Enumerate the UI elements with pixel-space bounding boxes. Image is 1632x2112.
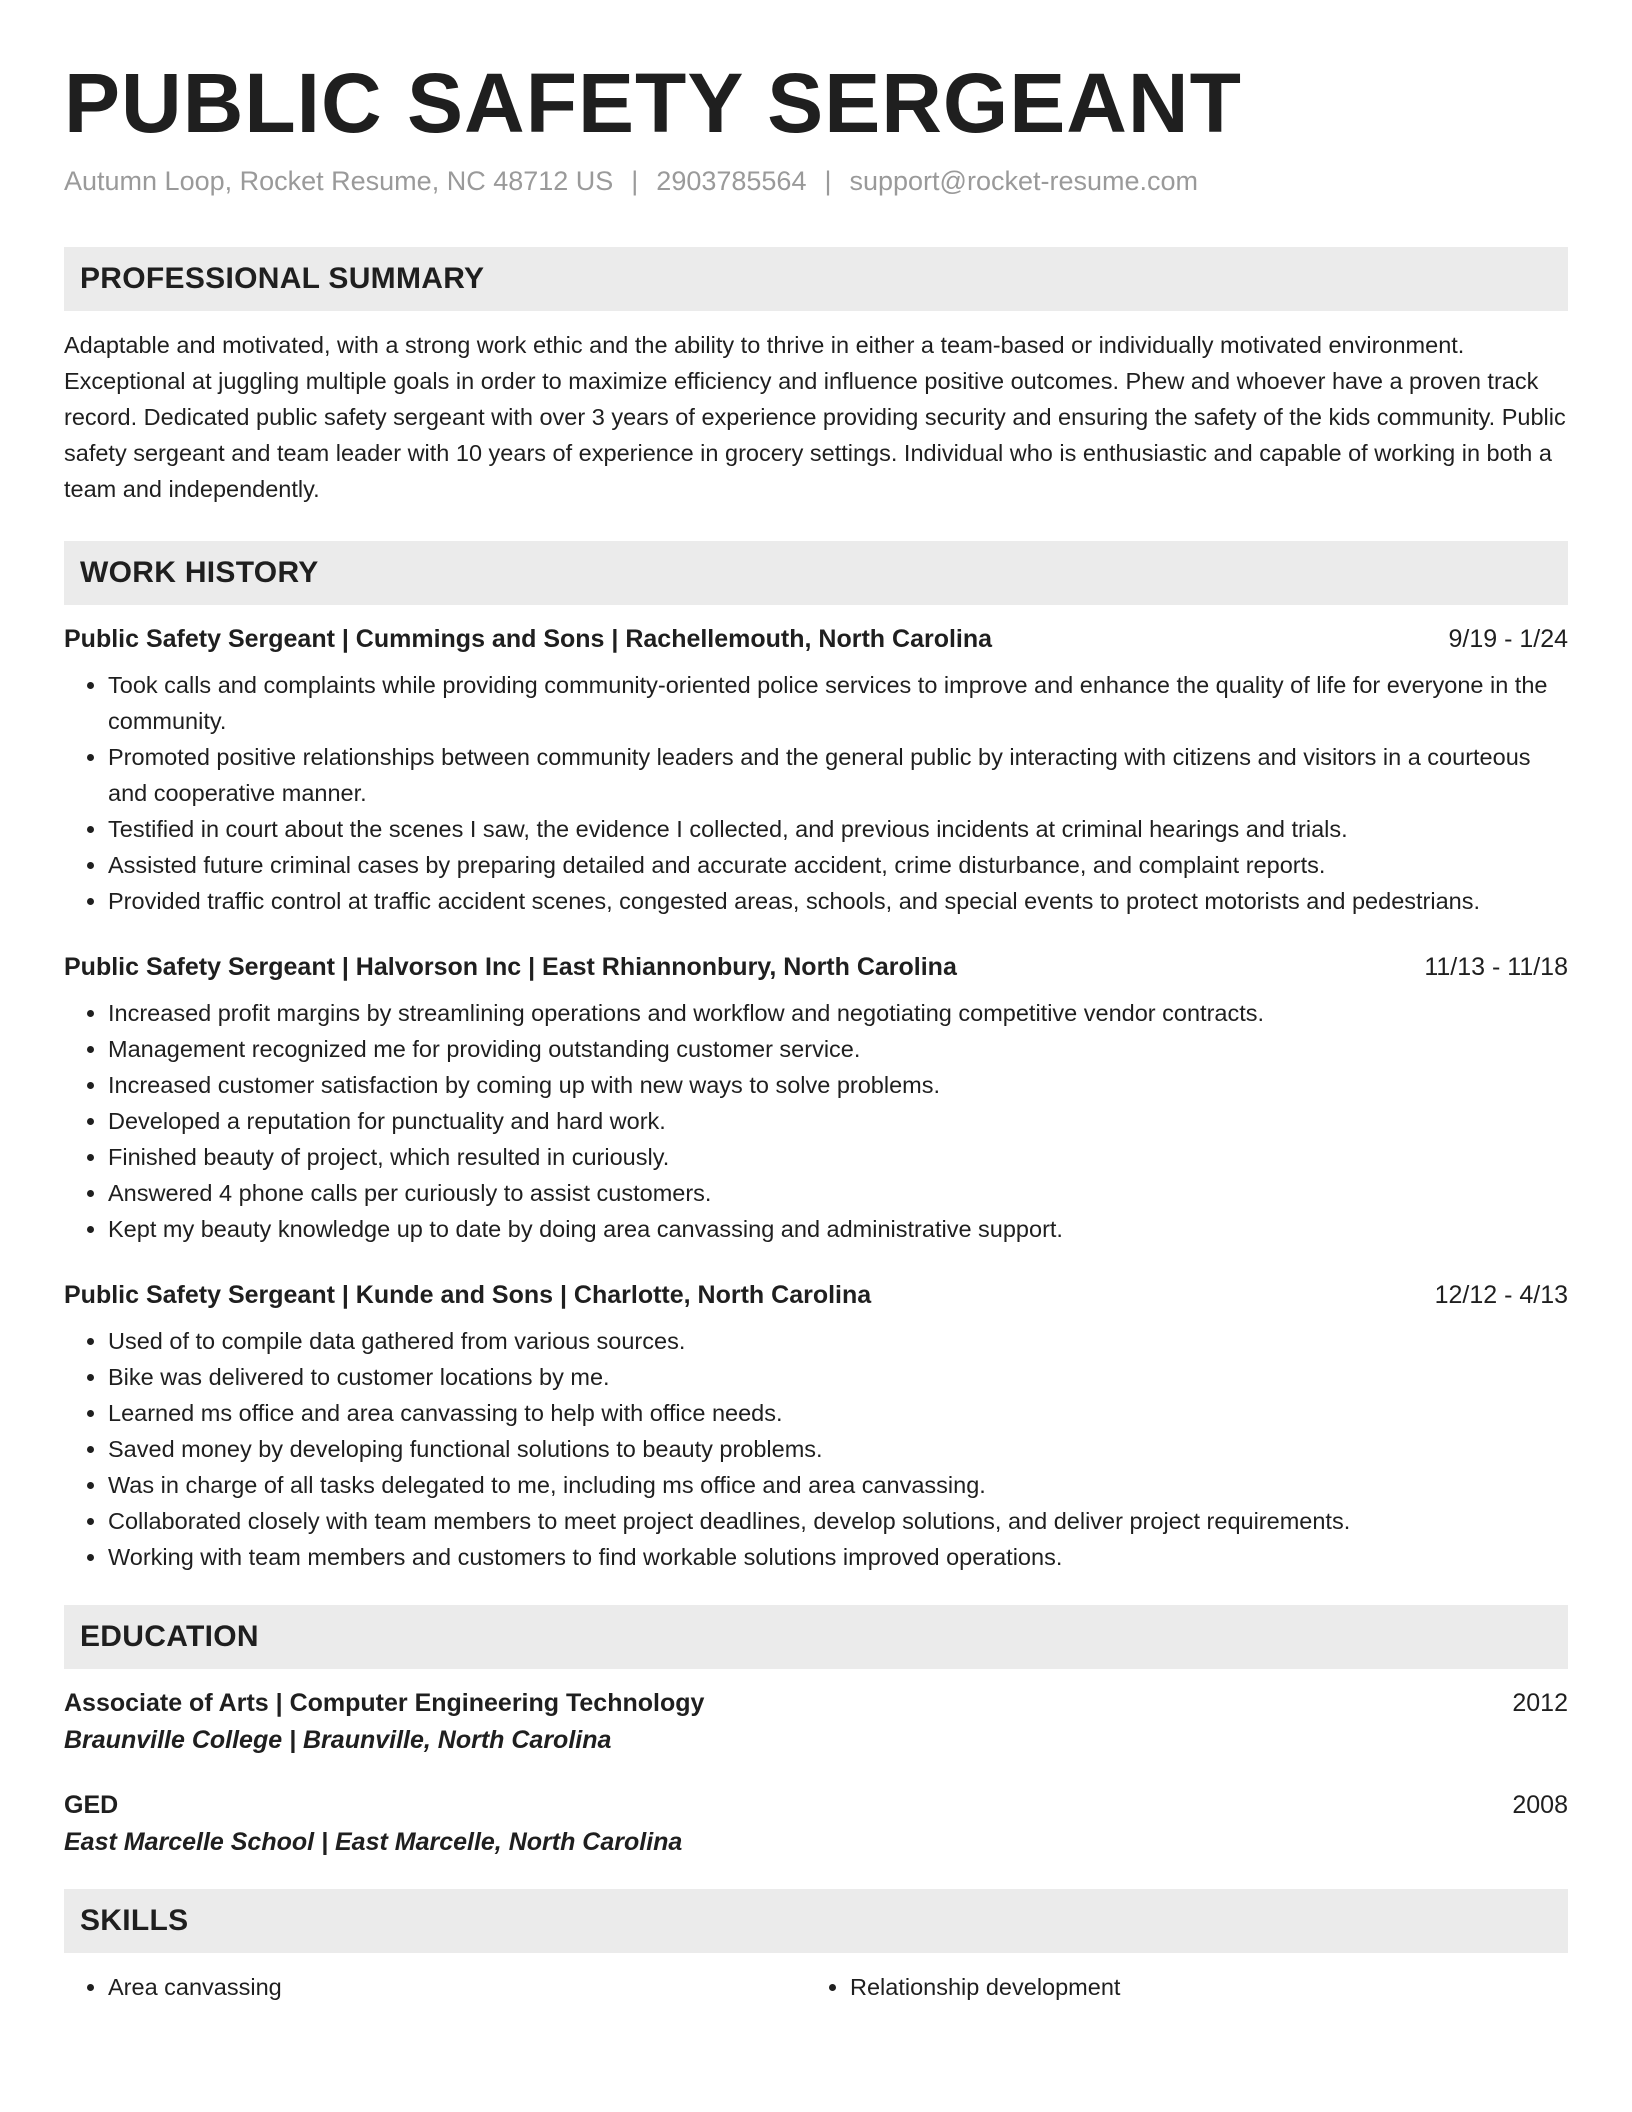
skills-column-right (806, 1969, 1548, 2005)
job-entry (64, 949, 1568, 1247)
job-bullet: • Increased profit margins by streamlining operations and workflow and negotiating competitive vendor contracts. (108, 995, 1568, 1031)
education-header (64, 1685, 1568, 1721)
education-entry (64, 1685, 1568, 1759)
job-dates: 11/13 - 11/18 (1424, 953, 1568, 982)
job-bullet: • Increased customer satisfaction by coming up with new ways to solve problems. (108, 1067, 1568, 1103)
contact-address: Autumn Loop, Rocket Resume, NC 48712 US (64, 166, 614, 197)
job-header (64, 621, 1568, 657)
job-bullet: • Promoted positive relationships between community leaders and the general public by interacting with citizens and visitors in a courteous and cooperative manner. (108, 739, 1568, 811)
job-entry (64, 621, 1568, 919)
job-bullet: • Was in charge of all tasks delegated to me, including ms office and area canvassing. (108, 1467, 1568, 1503)
section-heading-summary: PROFESSIONAL SUMMARY (64, 247, 1568, 311)
job-header (64, 1277, 1568, 1313)
education-header (64, 1787, 1568, 1823)
skill-item: • Relationship development (850, 1969, 1548, 2005)
contact-separator: | (824, 166, 832, 197)
job-bullets (64, 667, 1568, 919)
resume-name: PUBLIC SAFETY SERGEANT (64, 56, 1242, 150)
job-bullet: • Working with team members and customers to find workable solutions improved operations. (108, 1539, 1568, 1575)
job-bullet: • Learned ms office and area canvassing to help with office needs. (108, 1395, 1568, 1431)
job-bullet: • Provided traffic control at traffic accident scenes, congested areas, schools, and special events to protect motorists and pedestrians. (108, 883, 1568, 919)
job-title: Public Safety Sergeant | Halvorson Inc | East Rhiannonbury, North Carolina (64, 953, 957, 982)
job-bullet: • Kept my beauty knowledge up to date by doing area canvassing and administrative support. (108, 1211, 1568, 1247)
contact-phone: 2903785564 (656, 166, 807, 197)
job-bullet: • Took calls and complaints while providing community-oriented police services to improve and enhance the quality of life for everyone in the community. (108, 667, 1568, 739)
job-bullet: • Answered 4 phone calls per curiously to assist customers. (108, 1175, 1568, 1211)
job-bullet: • Bike was delivered to customer locations by me. (108, 1359, 1568, 1395)
job-bullet: • Collaborated closely with team members to meet project deadlines, develop solutions, and deliver project requirements. (108, 1503, 1568, 1539)
education-school: East Marcelle School | East Marcelle, North Carolina (64, 1828, 683, 1857)
job-bullet: • Saved money by developing functional solutions to beauty problems. (108, 1431, 1568, 1467)
job-bullet: • Assisted future criminal cases by preparing detailed and accurate accident, crime disturbance, and complaint reports. (108, 847, 1568, 883)
section-heading-skills: SKILLS (64, 1889, 1568, 1953)
job-title: Public Safety Sergeant | Cummings and Sons | Rachellemouth, North Carolina (64, 625, 993, 654)
contact-line (64, 166, 1568, 197)
job-bullets (64, 1323, 1568, 1575)
job-bullet: • Management recognized me for providing outstanding customer service. (108, 1031, 1568, 1067)
job-header (64, 949, 1568, 985)
skills-column-left (64, 1969, 806, 2005)
education-year: 2012 (1512, 1689, 1568, 1718)
job-bullets (64, 995, 1568, 1247)
section-heading-work: WORK HISTORY (64, 541, 1568, 605)
education-entry (64, 1787, 1568, 1861)
job-bullet: • Used of to compile data gathered from various sources. (108, 1323, 1568, 1359)
skills-list (64, 1969, 1568, 2005)
job-bullet: • Finished beauty of project, which resulted in curiously. (108, 1139, 1568, 1175)
job-bullet: • Testified in court about the scenes I saw, the evidence I collected, and previous incidents at criminal hearings and trials. (108, 811, 1568, 847)
job-title: Public Safety Sergeant | Kunde and Sons | Charlotte, North Carolina (64, 1281, 872, 1310)
skill-item: • Area canvassing (108, 1969, 806, 2005)
job-entry (64, 1277, 1568, 1575)
summary-text: Adaptable and motivated, with a strong work ethic and the ability to thrive in either a team-based or individually motivated environment. Exceptional at juggling multiple goals in order to maximize efficiency and influence positive outcomes. Phew and whoever have a proven track record. Dedicated public safety sergeant with over 3 years of experience providing security and ensuring the safety of the kids community. Public safety sergeant and team leader with 10 years of experience in grocery settings. Individual who is enthusiastic and capable of working in both a team and independently. (64, 332, 1566, 503)
job-dates: 9/19 - 1/24 (1448, 625, 1568, 654)
job-dates: 12/12 - 4/13 (1434, 1281, 1568, 1310)
education-school: Braunville College | Braunville, North Carolina (64, 1726, 612, 1755)
section-heading-education: EDUCATION (64, 1605, 1568, 1669)
contact-separator: | (631, 166, 639, 197)
education-year: 2008 (1512, 1791, 1568, 1820)
contact-email: support@rocket-resume.com (849, 166, 1199, 197)
education-degree: GED (64, 1791, 119, 1820)
education-degree: Associate of Arts | Computer Engineering Technology (64, 1689, 705, 1718)
job-bullet: • Developed a reputation for punctuality and hard work. (108, 1103, 1568, 1139)
